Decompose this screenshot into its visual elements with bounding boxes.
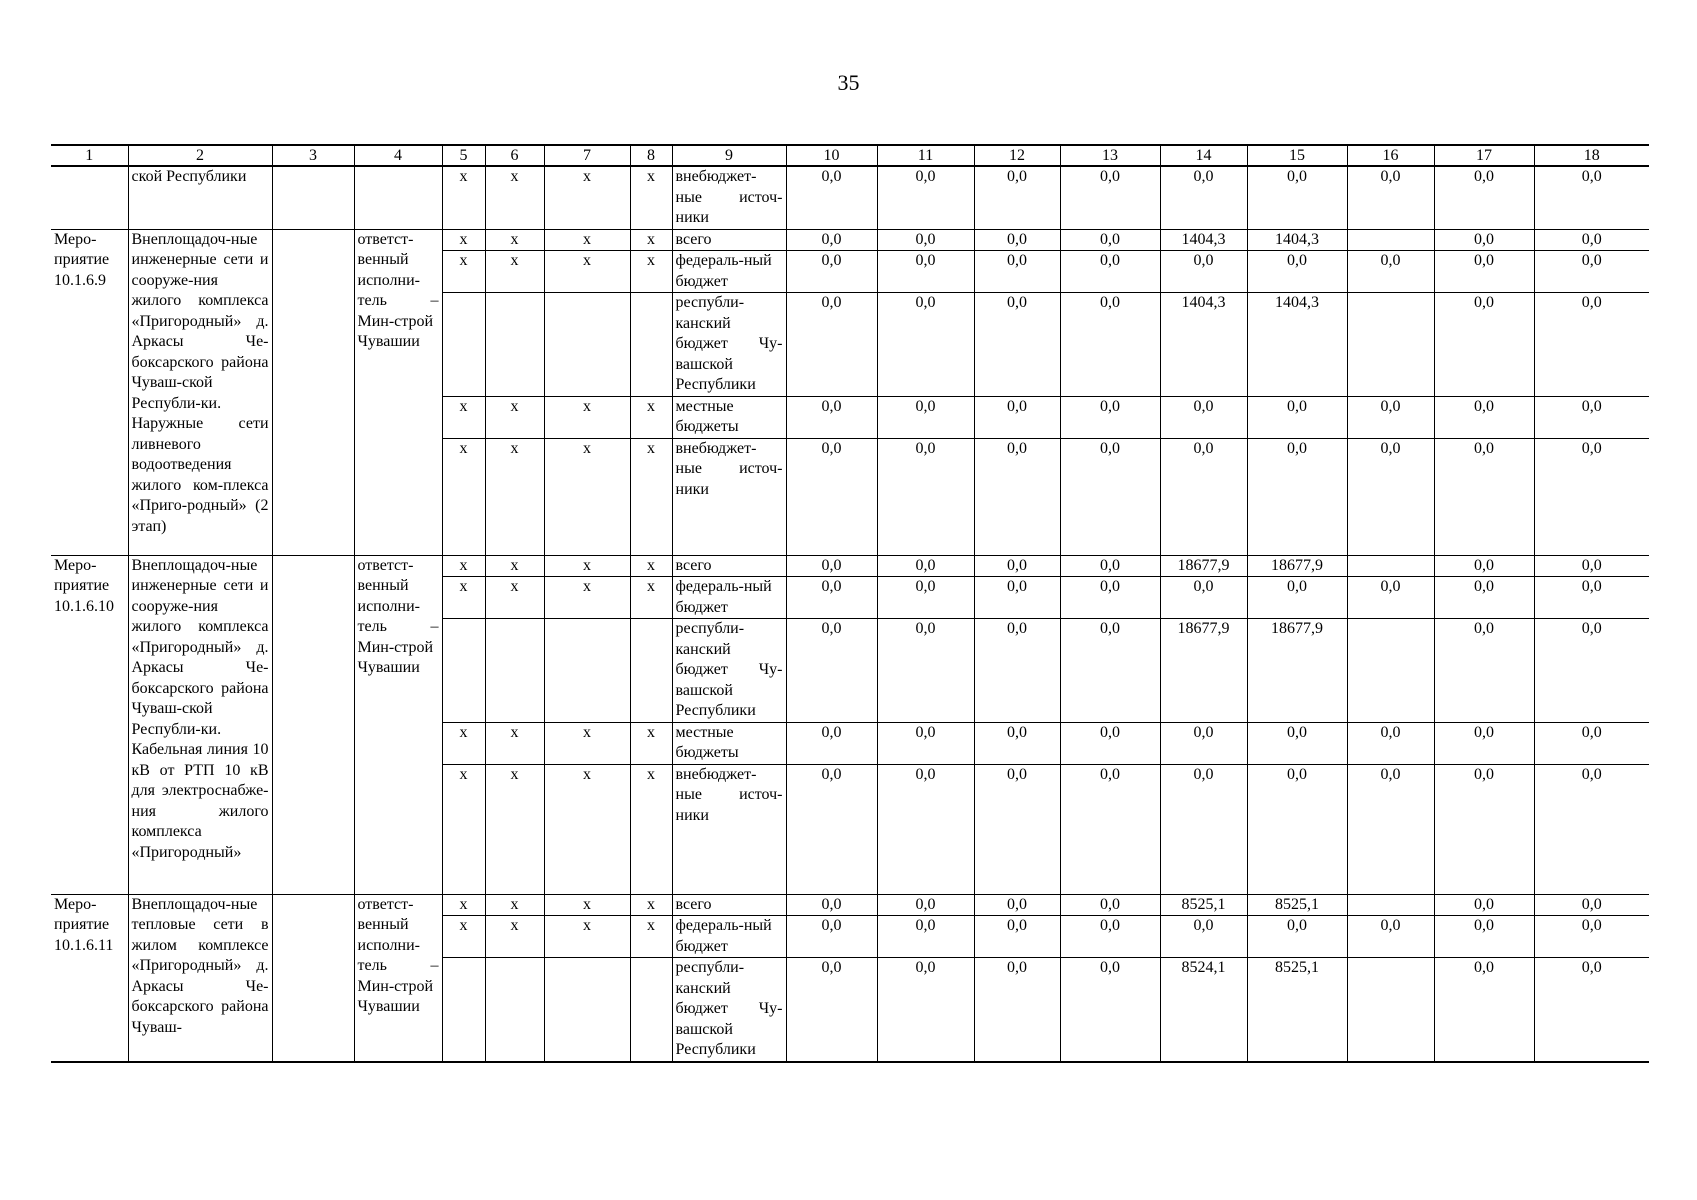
header-cell: 12: [974, 145, 1060, 166]
value-cell: 8524,1: [1160, 958, 1247, 1062]
value-cell: 0,0: [786, 577, 877, 619]
table-row: [51, 894, 1649, 916]
executor-cell: [354, 166, 442, 229]
value-cell: 0,0: [1347, 396, 1434, 438]
mark-cell: [485, 958, 544, 1062]
value-cell: 0,0: [877, 722, 974, 764]
value-cell: 0,0: [1434, 894, 1534, 916]
mark-cell: х: [630, 229, 672, 251]
mark-cell: х: [544, 229, 630, 251]
value-cell: 0,0: [974, 555, 1060, 577]
value-cell: 0,0: [974, 166, 1060, 229]
value-cell: 0,0: [786, 555, 877, 577]
value-cell: [1347, 293, 1434, 397]
mark-cell: х: [630, 555, 672, 577]
funding-source: федераль-ный бюджет: [672, 251, 786, 293]
mark-cell: [630, 619, 672, 723]
mark-cell: х: [442, 722, 485, 764]
value-cell: 0,0: [974, 577, 1060, 619]
value-cell: 0,0: [1347, 438, 1434, 555]
mark-cell: х: [442, 916, 485, 958]
value-cell: 0,0: [974, 619, 1060, 723]
value-cell: 0,0: [877, 916, 974, 958]
value-cell: [1347, 958, 1434, 1062]
header-cell: 6: [485, 145, 544, 166]
value-cell: 0,0: [1534, 396, 1649, 438]
value-cell: 0,0: [877, 894, 974, 916]
value-cell: 0,0: [1060, 555, 1160, 577]
value-cell: 0,0: [1060, 251, 1160, 293]
measure-code: Меро-приятие 10.1.6.11: [51, 894, 128, 1062]
header-cell: 2: [128, 145, 272, 166]
mark-cell: х: [544, 438, 630, 555]
funding-source: республи-канский бюджет Чу-вашской Республики: [672, 619, 786, 723]
value-cell: 0,0: [1060, 396, 1160, 438]
funding-source: республи-канский бюджет Чу-вашской Республики: [672, 958, 786, 1062]
mark-cell: [485, 293, 544, 397]
value-cell: 0,0: [1160, 577, 1247, 619]
mark-cell: х: [544, 555, 630, 577]
value-cell: 1404,3: [1247, 229, 1347, 251]
value-cell: 0,0: [1247, 396, 1347, 438]
mark-cell: х: [630, 396, 672, 438]
mark-cell: [485, 619, 544, 723]
value-cell: 0,0: [1347, 251, 1434, 293]
value-cell: 0,0: [877, 396, 974, 438]
mark-cell: х: [485, 577, 544, 619]
mark-cell: х: [544, 894, 630, 916]
value-cell: 0,0: [786, 958, 877, 1062]
measure-code: Меро-приятие 10.1.6.9: [51, 229, 128, 555]
value-cell: 0,0: [974, 293, 1060, 397]
value-cell: 0,0: [1247, 722, 1347, 764]
value-cell: 0,0: [1534, 229, 1649, 251]
mark-cell: х: [630, 438, 672, 555]
value-cell: 0,0: [1347, 916, 1434, 958]
value-cell: 0,0: [1160, 166, 1247, 229]
value-cell: 0,0: [877, 166, 974, 229]
value-cell: 0,0: [974, 958, 1060, 1062]
mark-cell: х: [442, 764, 485, 894]
mark-cell: х: [485, 722, 544, 764]
executor-cell: ответст-венный исполни-тель – Мин-строй Чувашии: [354, 555, 442, 894]
value-cell: 0,0: [1060, 958, 1160, 1062]
funding-source: внебюджет-ные источ-ники: [672, 166, 786, 229]
value-cell: 0,0: [1160, 438, 1247, 555]
empty-cell: [272, 166, 354, 229]
value-cell: 8525,1: [1160, 894, 1247, 916]
mark-cell: [630, 293, 672, 397]
mark-cell: х: [544, 722, 630, 764]
mark-cell: х: [485, 894, 544, 916]
value-cell: 0,0: [1434, 916, 1534, 958]
funding-source: федераль-ный бюджет: [672, 577, 786, 619]
value-cell: 0,0: [1160, 251, 1247, 293]
mark-cell: х: [630, 916, 672, 958]
value-cell: 0,0: [974, 229, 1060, 251]
value-cell: 0,0: [1247, 251, 1347, 293]
header-cell: 10: [786, 145, 877, 166]
value-cell: 0,0: [1060, 722, 1160, 764]
header-cell: 7: [544, 145, 630, 166]
table-body: [51, 145, 1649, 1062]
value-cell: 0,0: [786, 396, 877, 438]
mark-cell: х: [544, 577, 630, 619]
funding-source: федераль-ный бюджет: [672, 916, 786, 958]
funding-source: внебюджет-ные источ-ники: [672, 764, 786, 894]
value-cell: 0,0: [1534, 577, 1649, 619]
value-cell: 0,0: [877, 619, 974, 723]
value-cell: 0,0: [786, 722, 877, 764]
header-cell: 9: [672, 145, 786, 166]
header-cell: 11: [877, 145, 974, 166]
value-cell: [1347, 619, 1434, 723]
mark-cell: х: [485, 555, 544, 577]
budget-table: [51, 144, 1649, 1063]
value-cell: 0,0: [877, 958, 974, 1062]
mark-cell: х: [485, 166, 544, 229]
value-cell: 0,0: [974, 764, 1060, 894]
value-cell: 0,0: [1347, 722, 1434, 764]
measure-name: ской Республики: [128, 166, 272, 229]
header-cell: 18: [1534, 145, 1649, 166]
value-cell: 0,0: [1347, 577, 1434, 619]
measure-name: Внеплощадоч-ные тепловые сети в жилом комплексе «Пригородный» д. Аркасы Че-боксарского района Чуваш-: [128, 894, 272, 1062]
value-cell: 8525,1: [1247, 958, 1347, 1062]
value-cell: 0,0: [786, 166, 877, 229]
value-cell: 0,0: [786, 916, 877, 958]
mark-cell: х: [630, 166, 672, 229]
value-cell: 0,0: [1534, 764, 1649, 894]
value-cell: 0,0: [1060, 894, 1160, 916]
table-row: [51, 555, 1649, 577]
value-cell: 0,0: [1060, 293, 1160, 397]
value-cell: 0,0: [1247, 438, 1347, 555]
value-cell: 0,0: [1160, 916, 1247, 958]
header-row: [51, 145, 1649, 166]
page-number: 35: [837, 70, 860, 95]
value-cell: 0,0: [1534, 438, 1649, 555]
value-cell: 0,0: [1434, 251, 1534, 293]
value-cell: 0,0: [1434, 293, 1534, 397]
value-cell: 0,0: [1534, 555, 1649, 577]
value-cell: 0,0: [1534, 619, 1649, 723]
empty-cell: [272, 555, 354, 894]
value-cell: 0,0: [1434, 577, 1534, 619]
value-cell: 0,0: [974, 722, 1060, 764]
value-cell: 0,0: [786, 293, 877, 397]
value-cell: 18677,9: [1247, 619, 1347, 723]
header-cell: 1: [51, 145, 128, 166]
value-cell: 0,0: [974, 396, 1060, 438]
value-cell: 0,0: [1534, 251, 1649, 293]
value-cell: 18677,9: [1247, 555, 1347, 577]
mark-cell: х: [630, 764, 672, 894]
mark-cell: [442, 619, 485, 723]
value-cell: 0,0: [1060, 577, 1160, 619]
value-cell: 0,0: [1534, 894, 1649, 916]
value-cell: 0,0: [1160, 722, 1247, 764]
mark-cell: х: [485, 764, 544, 894]
mark-cell: х: [630, 577, 672, 619]
value-cell: 0,0: [877, 293, 974, 397]
table-row: [51, 229, 1649, 251]
funding-source: всего: [672, 229, 786, 251]
value-cell: 0,0: [1534, 916, 1649, 958]
measure-code: Меро-приятие 10.1.6.10: [51, 555, 128, 894]
table-row: [51, 166, 1649, 229]
value-cell: 1404,3: [1247, 293, 1347, 397]
mark-cell: х: [442, 251, 485, 293]
mark-cell: х: [485, 396, 544, 438]
measure-name: Внеплощадоч-ные инженерные сети и сооруже-ния жилого комплекса «Пригородный» д. Аркасы Че-боксарского района Чуваш-ской Республи-ки. Наружные сети ливневого водоотведения жилого ком-плекса «Приго-родный» (2 этап): [128, 229, 272, 555]
value-cell: [1347, 229, 1434, 251]
value-cell: 0,0: [1434, 166, 1534, 229]
mark-cell: х: [544, 251, 630, 293]
value-cell: 0,0: [1060, 764, 1160, 894]
mark-cell: х: [442, 577, 485, 619]
value-cell: 0,0: [877, 251, 974, 293]
header-cell: 8: [630, 145, 672, 166]
value-cell: 0,0: [877, 229, 974, 251]
header-cell: 4: [354, 145, 442, 166]
value-cell: 0,0: [1247, 916, 1347, 958]
mark-cell: х: [485, 438, 544, 555]
mark-cell: х: [485, 229, 544, 251]
value-cell: 0,0: [1060, 438, 1160, 555]
mark-cell: [544, 619, 630, 723]
mark-cell: х: [442, 894, 485, 916]
value-cell: 0,0: [1247, 166, 1347, 229]
header-cell: 17: [1434, 145, 1534, 166]
value-cell: 0,0: [877, 438, 974, 555]
funding-source: местные бюджеты: [672, 396, 786, 438]
value-cell: 0,0: [1534, 722, 1649, 764]
value-cell: 0,0: [974, 438, 1060, 555]
funding-source: республи-канский бюджет Чу-вашской Республики: [672, 293, 786, 397]
value-cell: 18677,9: [1160, 555, 1247, 577]
mark-cell: х: [442, 229, 485, 251]
measure-name: Внеплощадоч-ные инженерные сети и сооруже-ния жилого комплекса «Пригородный» д. Аркасы Че-боксарского района Чуваш-ской Республи-ки. Кабельная линия 10 кВ от РТП 10 кВ для электроснабже-ния жилого комплекса «Пригородный»: [128, 555, 272, 894]
funding-source: всего: [672, 894, 786, 916]
value-cell: 0,0: [1160, 764, 1247, 894]
value-cell: 0,0: [1247, 764, 1347, 894]
value-cell: 0,0: [1434, 555, 1534, 577]
value-cell: 0,0: [1060, 166, 1160, 229]
mark-cell: х: [630, 251, 672, 293]
value-cell: 0,0: [1434, 619, 1534, 723]
mark-cell: х: [544, 166, 630, 229]
value-cell: 0,0: [1434, 438, 1534, 555]
executor-cell: ответст-венный исполни-тель – Мин-строй Чувашии: [354, 894, 442, 1062]
value-cell: 0,0: [1434, 722, 1534, 764]
mark-cell: [544, 293, 630, 397]
mark-cell: х: [630, 722, 672, 764]
mark-cell: [442, 958, 485, 1062]
header-cell: 16: [1347, 145, 1434, 166]
value-cell: 0,0: [1534, 166, 1649, 229]
mark-cell: х: [544, 916, 630, 958]
mark-cell: х: [630, 894, 672, 916]
mark-cell: [630, 958, 672, 1062]
executor-cell: ответст-венный исполни-тель – Мин-строй Чувашии: [354, 229, 442, 555]
mark-cell: х: [442, 166, 485, 229]
header-cell: 3: [272, 145, 354, 166]
value-cell: 0,0: [1060, 916, 1160, 958]
mark-cell: х: [485, 916, 544, 958]
value-cell: 0,0: [877, 555, 974, 577]
value-cell: 8525,1: [1247, 894, 1347, 916]
value-cell: 0,0: [1434, 764, 1534, 894]
value-cell: 0,0: [786, 438, 877, 555]
value-cell: 0,0: [1534, 293, 1649, 397]
value-cell: 0,0: [786, 229, 877, 251]
value-cell: 0,0: [877, 577, 974, 619]
value-cell: 0,0: [974, 916, 1060, 958]
header-cell: 15: [1247, 145, 1347, 166]
value-cell: 1404,3: [1160, 293, 1247, 397]
value-cell: 1404,3: [1160, 229, 1247, 251]
funding-source: местные бюджеты: [672, 722, 786, 764]
mark-cell: х: [442, 396, 485, 438]
value-cell: 18677,9: [1160, 619, 1247, 723]
value-cell: 0,0: [1434, 229, 1534, 251]
value-cell: 0,0: [1434, 958, 1534, 1062]
value-cell: 0,0: [1347, 764, 1434, 894]
value-cell: 0,0: [1060, 619, 1160, 723]
value-cell: [1347, 555, 1434, 577]
value-cell: 0,0: [1160, 396, 1247, 438]
mark-cell: х: [544, 396, 630, 438]
mark-cell: х: [442, 438, 485, 555]
value-cell: 0,0: [1060, 229, 1160, 251]
value-cell: 0,0: [1347, 166, 1434, 229]
value-cell: 0,0: [974, 251, 1060, 293]
header-cell: 5: [442, 145, 485, 166]
mark-cell: [544, 958, 630, 1062]
header-cell: 13: [1060, 145, 1160, 166]
code-cell: [51, 166, 128, 229]
mark-cell: х: [442, 555, 485, 577]
value-cell: [1347, 894, 1434, 916]
value-cell: 0,0: [877, 764, 974, 894]
value-cell: 0,0: [786, 764, 877, 894]
value-cell: 0,0: [1534, 958, 1649, 1062]
value-cell: 0,0: [786, 619, 877, 723]
value-cell: 0,0: [974, 894, 1060, 916]
funding-source: всего: [672, 555, 786, 577]
value-cell: 0,0: [786, 894, 877, 916]
header-cell: 14: [1160, 145, 1247, 166]
empty-cell: [272, 229, 354, 555]
mark-cell: х: [485, 251, 544, 293]
mark-cell: [442, 293, 485, 397]
value-cell: 0,0: [1434, 396, 1534, 438]
value-cell: 0,0: [786, 251, 877, 293]
funding-source: внебюджет-ные источ-ники: [672, 438, 786, 555]
mark-cell: х: [544, 764, 630, 894]
empty-cell: [272, 894, 354, 1062]
value-cell: 0,0: [1247, 577, 1347, 619]
